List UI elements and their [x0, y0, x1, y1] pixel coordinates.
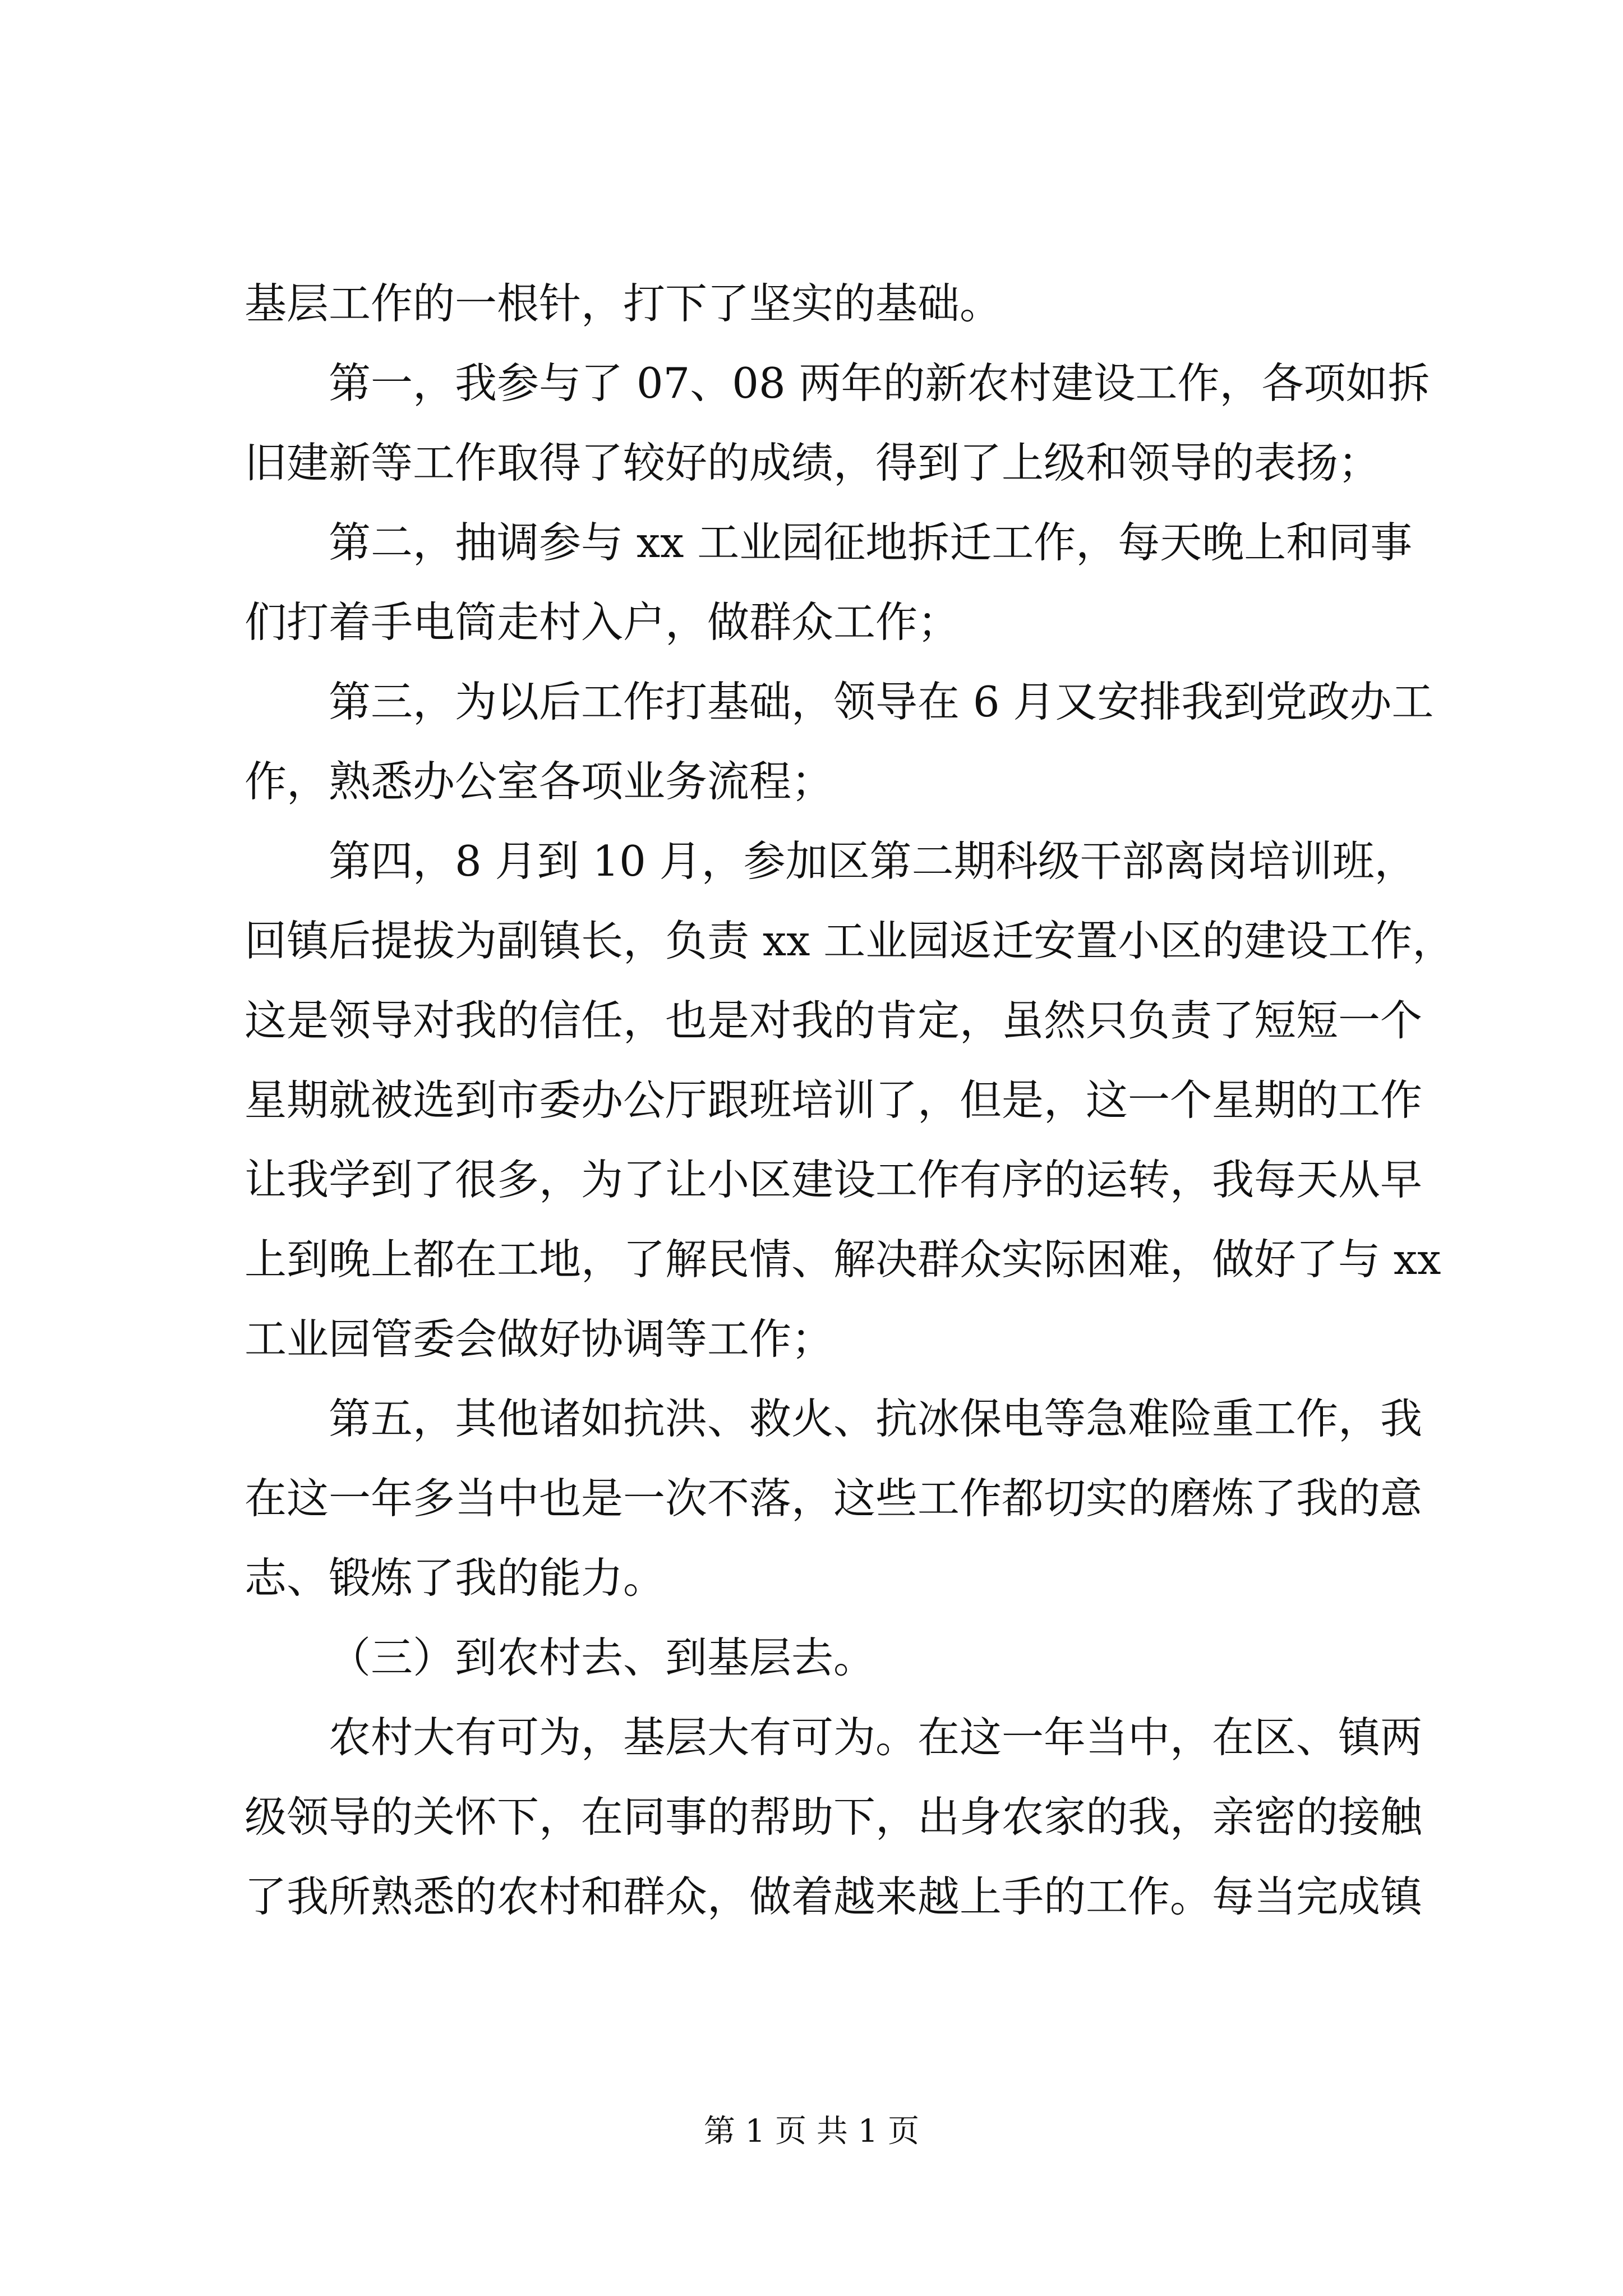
text-line: 回镇后提拔为副镇长，负责 xx 工业园返迁安置小区的建设工作， [245, 916, 1455, 965]
paragraph-first-line: 第一，我参与了 07、08 两年的新农村建设工作，各项如拆 [329, 358, 1430, 408]
text-line: 让我学到了很多，为了让小区建设工作有序的运转，我每天从早 [245, 1155, 1423, 1204]
text-line: 工业园管委会做好协调等工作； [245, 1314, 834, 1364]
text-line: 这是领导对我的信任，也是对我的肯定，虽然只负责了短短一个 [245, 996, 1423, 1045]
paragraph-first-line: 农村大有可为，基层大有可为。在这一年当中，在区、镇两 [329, 1713, 1423, 1762]
text-line: 基层工作的一根针，打下了坚实的基础。 [245, 279, 1002, 328]
paragraph-first-line: 第五，其他诸如抗洪、救火、抗冰保电等急难险重工作，我 [329, 1394, 1423, 1443]
section-heading: （三）到农村去、到基层去。 [329, 1633, 876, 1682]
document-body [245, 264, 1455, 1936]
text-line: 们打着手电筒走村入户，做群众工作； [245, 597, 960, 647]
text-line: 在这一年多当中也是一次不落，这些工作都切实的磨炼了我的意 [245, 1474, 1423, 1523]
page-footer: 第 1 页 共 1 页 [703, 2113, 920, 2150]
text-line: 上到晚上都在工地，了解民情、解决群众实际困难，做好了与 xx [245, 1235, 1441, 1284]
text-line: 旧建新等工作取得了较好的成绩，得到了上级和领导的表扬； [245, 438, 1381, 487]
text-line: 作，熟悉办公室各项业务流程； [245, 757, 834, 806]
text-line: 级领导的关怀下，在同事的帮助下，出身农家的我，亲密的接触 [245, 1792, 1423, 1842]
paragraph-first-line: 第二，抽调参与 xx 工业园征地拆迁工作，每天晚上和同事 [329, 518, 1413, 567]
text-line: 星期就被选到市委办公厅跟班培训了，但是，这一个星期的工作 [245, 1075, 1423, 1125]
text-line: 志、锻炼了我的能力。 [245, 1553, 666, 1603]
text-line: 了我所熟悉的农村和群众，做着越来越上手的工作。每当完成镇 [245, 1872, 1423, 1921]
paragraph-first-line: 第四，8 月到 10 月，参加区第二期科级干部离岗培训班， [329, 836, 1417, 886]
paragraph-first-line: 第三，为以后工作打基础，领导在 6 月又安排我到党政办工 [329, 677, 1434, 726]
